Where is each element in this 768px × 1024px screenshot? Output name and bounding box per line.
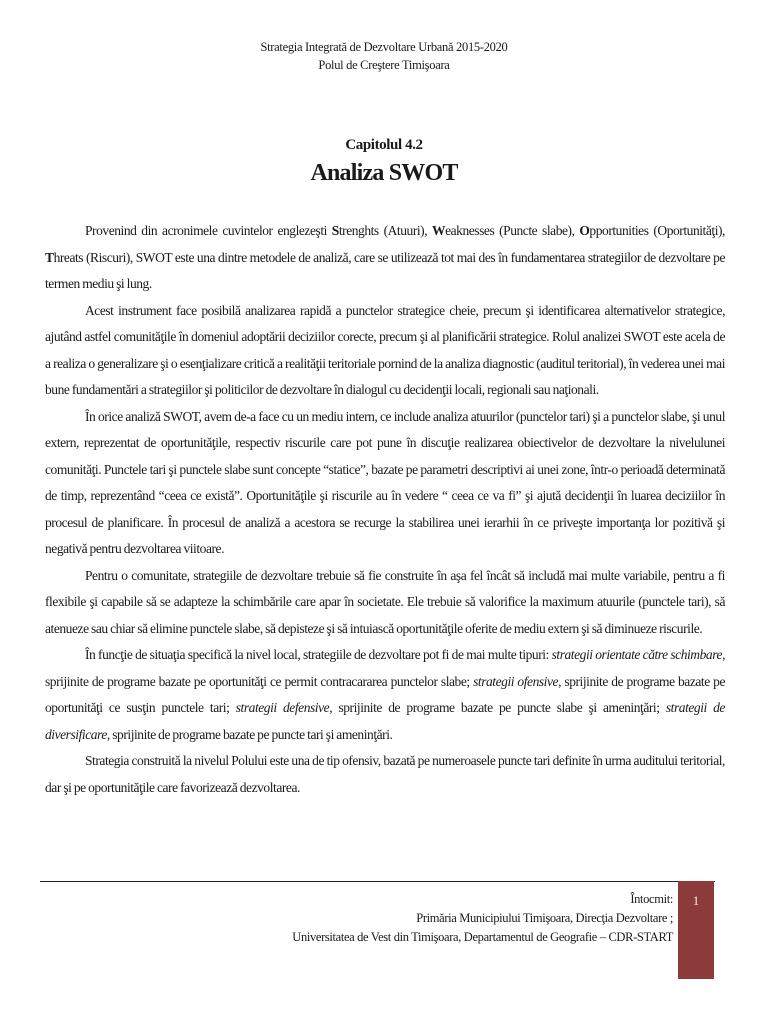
bold-letter-t: T <box>45 249 54 265</box>
text-run: Provenind din acronimele cuvintelor englezeşti <box>85 223 332 238</box>
text-run: eaknesses (Puncte slabe), <box>445 223 580 238</box>
italic-term: strategii orientate către schimbare <box>551 647 723 662</box>
italic-term: strategii ofensive <box>473 673 559 689</box>
paragraph-acronym <box>45 218 725 298</box>
text-run: trenghts (Atuuri), <box>338 223 433 238</box>
italic-term: strategii defensive <box>235 700 330 715</box>
page-title: Analiza SWOT <box>310 160 458 186</box>
footer-university: Universitatea de Vest din Timişoara, Departamentul de Geografie – CDR-START <box>292 930 673 944</box>
paragraph-instrument: Acest instrument face posibilă analizarea rapidă a punctelor strategice cheie, precum şi identificarea alternativelor strategice, ajutând astfel comunităţile în domeniul adoptării deciziilor corecte, precum şi al planificării strategice. Rolul analizei SWOT este acela de a realiza o generalizare şi o esenţializare critică a realităţii teritoriale pornind de la analiza diagnostic (auditul teritorial), în vederea unei mai bune fundamentări a strategiilor şi politicilor de dezvoltare în dialogul cu decidenţii locali, regionali sau naţionali. <box>45 302 725 397</box>
paragraph-community: Pentru o comunitate, strategiile de dezvoltare trebuie să fie construite în aşa fel încât să includă mai multe variabile, pentru a fi flexibile şi capabile să se adapteze la schimbările care apar în societate. Ele trebuie să valorifice la maximum atuurile (punctele tari), să atenueze sau chiar să elimine punctele slabe, să depisteze şi să intuiască oportunităţile oferite de mediu extern şi să diminueze riscurile. <box>45 567 725 636</box>
page-number-tab <box>678 881 714 979</box>
body-text <box>45 218 725 801</box>
text-run: hreats (Riscuri), SWOT este una dintre metodele de analiză, care se utilizează tot mai des în fundamentarea strategiilor de dezvoltare pe termen mediu şi lung. <box>45 249 725 291</box>
text-run: , sprijinite de programe bazate pe puncte slabe şi ameninţări; <box>329 700 666 715</box>
footer-credits <box>292 890 673 947</box>
bold-letter-s: S <box>331 223 339 238</box>
footer-prepared-by: Întocmit: <box>630 892 673 906</box>
bold-letter-o: O <box>579 223 590 238</box>
paragraph-environment: În orice analiză SWOT, avem de-a face cu un mediu intern, ce include analiza atuurilor (punctelor tari) şi a punctelor slabe, şi unul extern, reprezentat de oportunităţile, respectiv riscurile care pot pune în discuţie realizarea obiectivelor de dezvoltare la nivelulunei comunităţi. Punctele tari şi punctele slabe sunt concepte “statice”, bazate pe parametri descriptivi ai unei zone, într-o perioadă determinată de timp, reprezentând “ceea ce există”. Oportunităţile şi riscurile au în vedere “ ceea ce va fi” şi ajută decidenţii în luarea deciziilor în procesul de planificare. În procesul de analiză a acestora se recurge la stabilirea unei ierarhii în ce priveşte importanţa lor pozitivă şi negativă pentru dezvoltarea viitoare. <box>45 408 725 556</box>
chapter-number: Capitolul 4.2 <box>345 137 423 153</box>
text-run: , sprijinite de programe bazate pe oportunităţi ce susţin punctele tari; <box>45 673 726 715</box>
footer-city-hall: Primăria Municipiului Timişoara, Direcţia Dezvoltare ; <box>416 911 673 925</box>
text-run: pportunities (Oportunităţi), <box>589 223 725 238</box>
paragraph-strategy-types <box>45 642 725 748</box>
bold-letter-w: W <box>432 223 446 238</box>
document-header <box>0 38 768 74</box>
header-pole-name: Polul de Creştere Timişoara <box>318 58 450 72</box>
italic-term: strategii de diversificare <box>45 700 725 742</box>
footer-divider <box>40 881 715 882</box>
page-number: 1 <box>692 893 700 908</box>
text-run: În funcţie de situaţia specifică la nivel local, strategiile de dezvoltare pot fi de mai multe tipuri: <box>85 647 552 662</box>
text-run: , sprijinite de programe bazate pe puncte tari şi ameninţări. <box>106 726 393 742</box>
text-run: , sprijinite de programe bazate pe oportunităţi ce permit contracararea punctelor slabe; <box>45 647 725 689</box>
paragraph-conclusion: Strategia construită la nivelul Polului este una de tip ofensiv, bazată pe numeroasele puncte tari definite în urma auditului teritorial, dar şi pe oportunităţile care favorizează dezvoltarea. <box>45 753 725 795</box>
header-strategy-title: Strategia Integrată de Dezvoltare Urbană 2015-2020 <box>260 40 508 54</box>
